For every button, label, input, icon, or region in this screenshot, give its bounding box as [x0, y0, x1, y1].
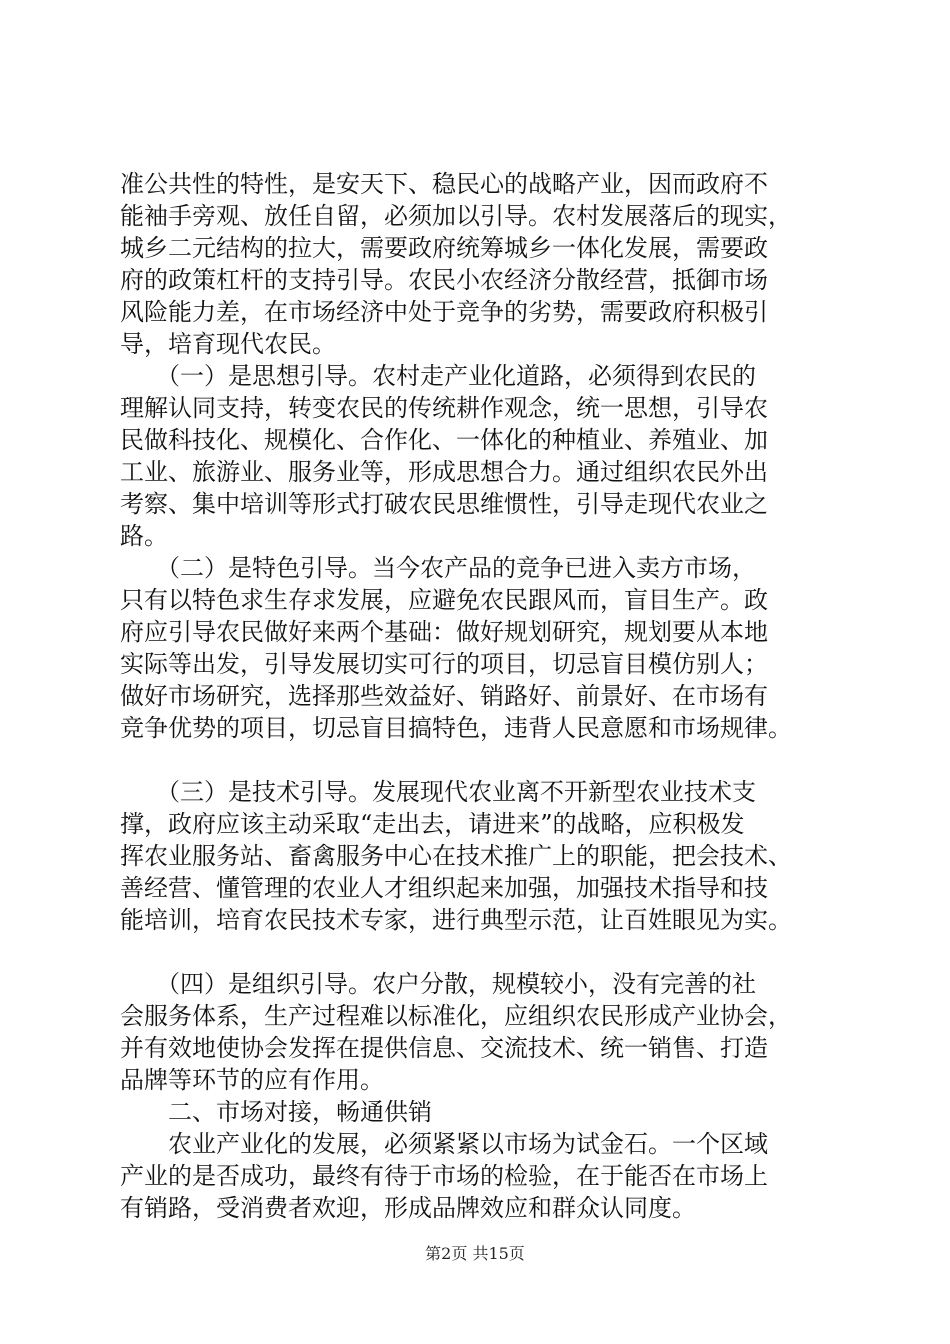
paragraph-spacer: [120, 744, 840, 776]
text-line: 竞争优势的项目，切忌盲目搞特色，违背人民意愿和市场规律。: [120, 714, 792, 742]
text-line: 能袖手旁观、放任自留，必须加以引导。农村发展落后的现实，: [120, 202, 792, 230]
section-heading-market: [120, 1096, 840, 1128]
text-line: 产业的是否成功，最终有待于市场的检验，在于能否在市场上: [120, 1162, 768, 1190]
text-line: 考察、集中培训等形式打破农民思维惯性，引导走现代农业之: [120, 490, 768, 518]
text-line: 撑，政府应该主动采取“走出去，请进来”的战略，应积极发: [120, 810, 745, 838]
page-number-footer: 第2页 共15页: [425, 1244, 525, 1263]
text-line: 路。: [120, 522, 168, 550]
text-line: 理解认同支持，转变农民的传统耕作观念，统一思想，引导农: [120, 394, 768, 422]
paragraph-organization-guidance: [120, 968, 840, 1096]
paragraph-thought-guidance: [120, 360, 840, 552]
text-line: 民做科技化、规模化、合作化、一体化的种植业、养殖业、加: [120, 426, 768, 454]
paragraph-market-connection: [120, 1128, 840, 1224]
document-body: [120, 168, 840, 1224]
paragraph-feature-guidance: [120, 552, 840, 744]
text-line: 善经营、懂管理的农业人才组织起来加强，加强技术指导和技: [120, 874, 768, 902]
text-line: 挥农业服务站、畜禽服务中心在技术推广上的职能，把会技术、: [120, 842, 792, 870]
text-line: 府应引导农民做好来两个基础：做好规划研究，规划要从本地: [120, 618, 768, 646]
paragraph-technology-guidance: [120, 776, 840, 936]
text-line: 只有以特色求生存求发展，应避免农民跟风而，盲目生产。政: [120, 586, 768, 614]
text-line: 导，培育现代农民。: [120, 330, 336, 358]
text-line: 做好市场研究，选择那些效益好、销路好、前景好、在市场有: [120, 682, 768, 710]
text-line: （一）是思想引导。农村走产业化道路，必须得到农民的: [120, 362, 756, 390]
text-line: 府的政策杠杆的支持引导。农民小农经济分散经营，抵御市场: [120, 266, 768, 294]
text-line: （三）是技术引导。发展现代农业离不开新型农业技术支: [120, 778, 756, 806]
text-line: 有销路，受消费者欢迎，形成品牌效应和群众认同度。: [120, 1194, 696, 1222]
text-line: 农业产业化的发展，必须紧紧以市场为试金石。一个区域: [120, 1130, 768, 1158]
text-line: （四）是组织引导。农户分散，规模较小，没有完善的社: [120, 970, 756, 998]
text-line: 二、市场对接，畅通供销: [120, 1098, 432, 1126]
text-line: 准公共性的特性，是安天下、稳民心的战略产业，因而政府不: [120, 170, 768, 198]
text-line: 品牌等环节的应有作用。: [120, 1066, 384, 1094]
text-line: 工业、旅游业、服务业等，形成思想合力。通过组织农民外出: [120, 458, 768, 486]
text-line: 能培训，培育农民技术专家，进行典型示范，让百姓眼见为实。: [120, 906, 792, 934]
text-line: 实际等出发，引导发展切实可行的项目，切忌盲目模仿别人；: [120, 650, 768, 678]
paragraph-intro: [120, 168, 840, 360]
text-line: 并有效地使协会发挥在提供信息、交流技术、统一销售、打造: [120, 1034, 768, 1062]
text-line: （二）是特色引导。当今农产品的竞争已进入卖方市场，: [120, 554, 756, 582]
text-line: 会服务体系，生产过程难以标准化，应组织农民形成产业协会，: [120, 1002, 792, 1030]
text-line: 城乡二元结构的拉大，需要政府统筹城乡一体化发展，需要政: [120, 234, 768, 262]
paragraph-spacer: [120, 936, 840, 968]
text-line: 风险能力差，在市场经济中处于竞争的劣势，需要政府积极引: [120, 298, 768, 326]
